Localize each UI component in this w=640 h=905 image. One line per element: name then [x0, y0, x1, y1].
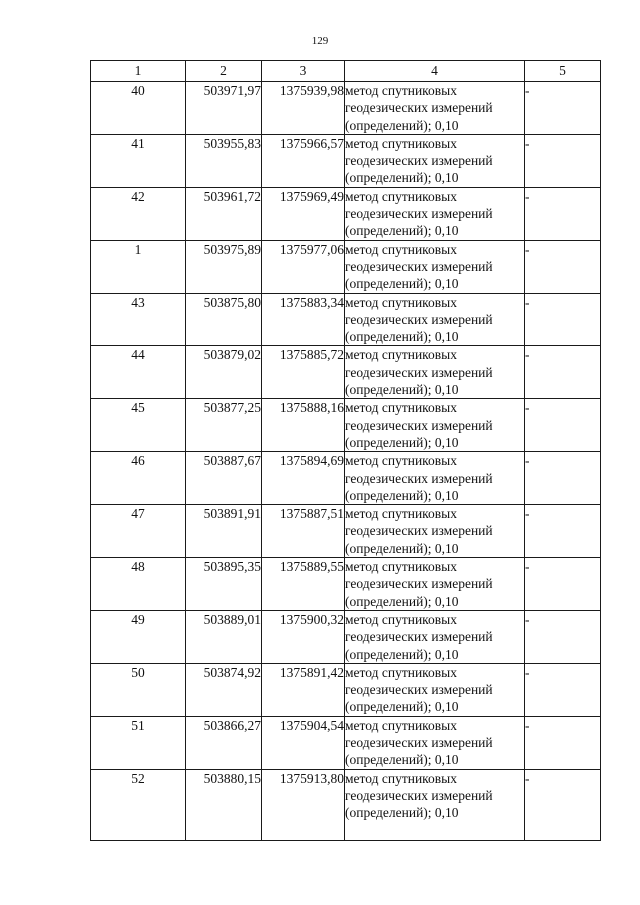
point-number-cell	[91, 610, 186, 663]
note-cell	[525, 716, 601, 769]
table-row	[91, 187, 601, 240]
note-value: -	[525, 664, 530, 680]
method-cell	[345, 134, 525, 187]
y-coordinate: 1375889,55	[279, 559, 344, 575]
point-number: 50	[131, 664, 145, 680]
method-line-3: (определений); 0,10	[345, 699, 459, 715]
method-line-3: (определений); 0,10	[345, 434, 459, 450]
y-coordinate: 1375966,57	[279, 135, 344, 151]
point-number: 40	[131, 83, 145, 98]
method-line-2: геодезических измерений	[345, 470, 493, 486]
note-cell	[525, 240, 601, 293]
x-coordinate: 503891,91	[203, 506, 261, 522]
x-coordinate-cell	[186, 769, 262, 840]
y-coordinate-cell	[262, 558, 345, 611]
x-coordinate-cell	[186, 663, 262, 716]
method-line-1: метод спутниковых	[345, 400, 457, 416]
point-number-cell	[91, 505, 186, 558]
method-line-1: метод спутниковых	[345, 717, 457, 733]
y-coordinate: 1375883,34	[279, 294, 344, 310]
method-line-1: метод спутниковых	[345, 506, 457, 522]
method-line-3: (определений); 0,10	[345, 382, 459, 398]
note-cell	[525, 134, 601, 187]
x-coordinate: 503875,80	[203, 294, 261, 310]
table-row	[91, 240, 601, 293]
method-line-1: метод спутниковых	[345, 135, 457, 151]
y-coordinate-cell	[262, 187, 345, 240]
header-col-5: 5	[525, 61, 601, 82]
y-coordinate: 1375913,80	[279, 770, 344, 786]
y-coordinate: 1375888,16	[279, 400, 344, 416]
note-cell	[525, 346, 601, 399]
method-line-2: геодезических измерений	[345, 682, 493, 698]
table-row	[91, 610, 601, 663]
method-line-3: (определений); 0,10	[345, 646, 459, 662]
point-number-cell	[91, 769, 186, 840]
x-coordinate-cell	[186, 240, 262, 293]
method-line-2: геодезических измерений	[345, 258, 493, 274]
y-coordinate: 1375977,06	[279, 241, 344, 257]
table-body	[91, 82, 601, 841]
point-number: 1	[134, 241, 142, 257]
header-row	[91, 61, 601, 82]
x-coordinate: 503877,25	[203, 400, 261, 416]
x-coordinate: 503879,02	[203, 347, 261, 363]
point-number: 42	[131, 188, 145, 204]
table-row	[91, 505, 601, 558]
point-number-cell	[91, 399, 186, 452]
note-value: -	[525, 400, 530, 416]
y-coordinate-cell	[262, 399, 345, 452]
y-coordinate: 1375969,49	[279, 188, 344, 204]
method-cell	[345, 82, 525, 135]
point-number: 41	[131, 135, 145, 151]
note-cell	[525, 663, 601, 716]
y-coordinate: 1375894,69	[279, 453, 344, 469]
method-line-3: (определений); 0,10	[345, 170, 459, 186]
x-coordinate-cell	[186, 293, 262, 346]
x-coordinate-cell	[186, 558, 262, 611]
table-row	[91, 452, 601, 505]
table-row	[91, 134, 601, 187]
method-line-2: геодезических измерений	[345, 734, 493, 750]
table-row	[91, 558, 601, 611]
x-coordinate-cell	[186, 505, 262, 558]
x-coordinate: 503961,72	[203, 188, 261, 204]
method-line-1: метод спутниковых	[345, 559, 457, 575]
point-number: 51	[131, 717, 145, 733]
y-coordinate-cell	[262, 293, 345, 346]
method-line-2: геодезических измерений	[345, 629, 493, 645]
y-coordinate-cell	[262, 610, 345, 663]
y-coordinate: 1375885,72	[279, 347, 344, 363]
x-coordinate: 503971,97	[203, 83, 261, 98]
x-coordinate-cell	[186, 346, 262, 399]
method-cell	[345, 240, 525, 293]
x-coordinate-cell	[186, 399, 262, 452]
table-row	[91, 82, 601, 135]
point-number: 45	[131, 400, 145, 416]
method-line-1: метод спутниковых	[345, 664, 457, 680]
note-value: -	[525, 611, 530, 627]
header-col-3: 3	[262, 61, 345, 82]
method-line-3: (определений); 0,10	[345, 329, 459, 345]
method-line-2: геодезических измерений	[345, 576, 493, 592]
point-number-cell	[91, 663, 186, 716]
method-line-1: метод спутниковых	[345, 770, 457, 786]
x-coordinate: 503866,27	[203, 717, 261, 733]
method-cell	[345, 558, 525, 611]
point-number-cell	[91, 558, 186, 611]
x-coordinate: 503874,92	[203, 664, 261, 680]
x-coordinate: 503955,83	[203, 135, 261, 151]
method-cell	[345, 187, 525, 240]
y-coordinate-cell	[262, 82, 345, 135]
point-number-cell	[91, 293, 186, 346]
note-cell	[525, 558, 601, 611]
page-number: 129	[311, 35, 329, 47]
header-col-1: 1	[91, 61, 186, 82]
method-line-3: (определений); 0,10	[345, 593, 459, 609]
x-coordinate-cell	[186, 452, 262, 505]
header-col-4: 4	[345, 61, 525, 82]
point-number-cell	[91, 240, 186, 293]
note-value: -	[525, 188, 530, 204]
note-value: -	[525, 453, 530, 469]
method-line-1: метод спутниковых	[345, 453, 457, 469]
note-value: -	[525, 294, 530, 310]
point-number-cell	[91, 187, 186, 240]
y-coordinate: 1375904,54	[279, 717, 344, 733]
method-line-1: метод спутниковых	[345, 294, 457, 310]
note-cell	[525, 769, 601, 840]
point-number-cell	[91, 346, 186, 399]
method-cell	[345, 452, 525, 505]
x-coordinate-cell	[186, 187, 262, 240]
method-line-1: метод спутниковых	[345, 241, 457, 257]
y-coordinate-cell	[262, 346, 345, 399]
y-coordinate-cell	[262, 134, 345, 187]
method-cell	[345, 663, 525, 716]
point-number: 47	[131, 506, 145, 522]
method-cell	[345, 610, 525, 663]
x-coordinate: 503895,35	[203, 559, 261, 575]
x-coordinate: 503889,01	[203, 611, 261, 627]
note-value: -	[525, 717, 530, 733]
method-line-1: метод спутниковых	[345, 611, 457, 627]
table-row	[91, 399, 601, 452]
x-coordinate-cell	[186, 82, 262, 135]
point-number-cell	[91, 82, 186, 135]
point-number: 44	[131, 347, 145, 363]
method-line-2: геодезических измерений	[345, 206, 493, 222]
x-coordinate: 503975,89	[203, 241, 261, 257]
x-coordinate-cell	[186, 134, 262, 187]
x-coordinate: 503887,67	[203, 453, 261, 469]
method-line-2: геодезических измерений	[345, 787, 493, 803]
note-cell	[525, 293, 601, 346]
note-value: -	[525, 83, 530, 98]
table-row	[91, 663, 601, 716]
method-line-3: (определений); 0,10	[345, 752, 459, 768]
method-line-2: геодезических измерений	[345, 100, 493, 116]
y-coordinate-cell	[262, 452, 345, 505]
point-number-cell	[91, 452, 186, 505]
method-line-2: геодезических измерений	[345, 523, 493, 539]
note-cell	[525, 399, 601, 452]
method-line-1: метод спутниковых	[345, 83, 457, 98]
note-cell	[525, 452, 601, 505]
point-number: 46	[131, 453, 145, 469]
method-line-3: (определений); 0,10	[345, 805, 459, 821]
x-coordinate-cell	[186, 610, 262, 663]
y-coordinate-cell	[262, 663, 345, 716]
note-cell	[525, 505, 601, 558]
method-line-3: (определений); 0,10	[345, 117, 459, 133]
method-cell	[345, 399, 525, 452]
point-number-cell	[91, 134, 186, 187]
note-value: -	[525, 347, 530, 363]
point-number: 52	[131, 770, 145, 786]
y-coordinate: 1375887,51	[279, 506, 344, 522]
table-row	[91, 769, 601, 840]
y-coordinate-cell	[262, 240, 345, 293]
note-value: -	[525, 506, 530, 522]
note-value: -	[525, 770, 530, 786]
point-number: 48	[131, 559, 145, 575]
method-line-2: геодезических измерений	[345, 311, 493, 327]
method-line-3: (определений); 0,10	[345, 223, 459, 239]
note-value: -	[525, 135, 530, 151]
method-cell	[345, 716, 525, 769]
x-coordinate-cell	[186, 716, 262, 769]
table-row	[91, 293, 601, 346]
note-value: -	[525, 559, 530, 575]
method-cell	[345, 505, 525, 558]
table-row	[91, 346, 601, 399]
y-coordinate: 1375939,98	[279, 83, 344, 98]
point-number-cell	[91, 716, 186, 769]
method-line-1: метод спутниковых	[345, 347, 457, 363]
method-line-2: геодезических измерений	[345, 417, 493, 433]
method-line-1: метод спутниковых	[345, 188, 457, 204]
note-value: -	[525, 241, 530, 257]
x-coordinate: 503880,15	[203, 770, 261, 786]
method-cell	[345, 769, 525, 840]
method-line-3: (определений); 0,10	[345, 540, 459, 556]
y-coordinate-cell	[262, 769, 345, 840]
note-cell	[525, 82, 601, 135]
y-coordinate-cell	[262, 716, 345, 769]
method-line-3: (определений); 0,10	[345, 487, 459, 503]
y-coordinate: 1375891,42	[279, 664, 344, 680]
method-line-2: геодезических измерений	[345, 364, 493, 380]
note-cell	[525, 187, 601, 240]
y-coordinate-cell	[262, 505, 345, 558]
point-number: 43	[131, 294, 145, 310]
note-cell	[525, 610, 601, 663]
point-number: 49	[131, 611, 145, 627]
y-coordinate: 1375900,32	[279, 611, 344, 627]
table-row	[91, 716, 601, 769]
method-cell	[345, 293, 525, 346]
header-col-2: 2	[186, 61, 262, 82]
method-line-2: геодезических измерений	[345, 153, 493, 169]
method-cell	[345, 346, 525, 399]
method-line-3: (определений); 0,10	[345, 276, 459, 292]
table-header	[91, 61, 601, 82]
coordinates-table	[90, 60, 601, 841]
